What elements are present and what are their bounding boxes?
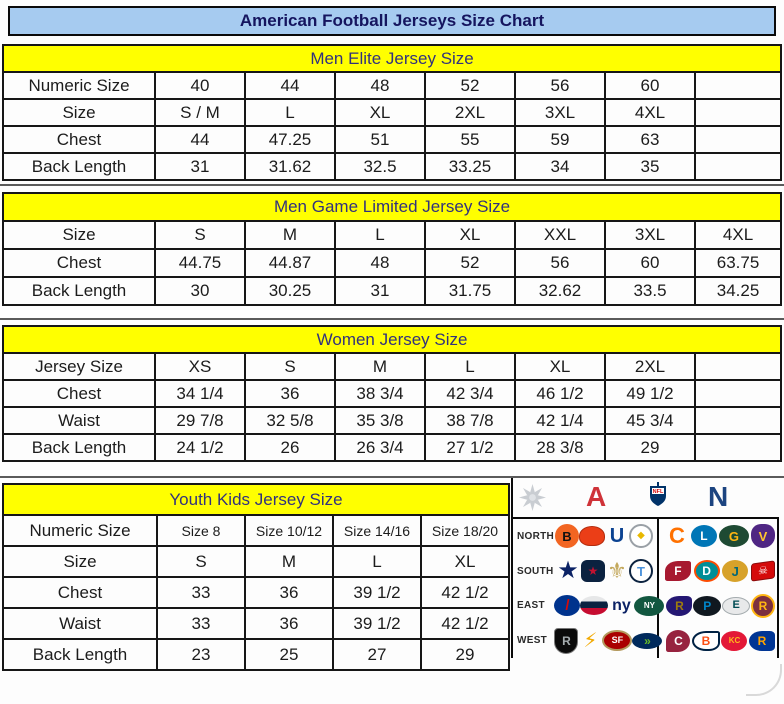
- table-cell: 39 1/2: [333, 608, 421, 639]
- table-cell: [695, 72, 781, 99]
- table-cell: 23: [157, 639, 245, 670]
- row-label: Chest: [3, 380, 155, 407]
- table-cell: 31.62: [245, 153, 335, 180]
- table-cell: [695, 434, 781, 461]
- table-cell: 34 1/4: [155, 380, 245, 407]
- table-cell: 29: [421, 639, 509, 670]
- table-cell: 42 1/2: [421, 577, 509, 608]
- team-logo-vikings: V: [751, 524, 775, 548]
- table-cell: [695, 380, 781, 407]
- team-logo-49ers: SF: [602, 630, 632, 651]
- afc-team-logos: [555, 558, 657, 584]
- table-cell: 49 1/2: [605, 380, 695, 407]
- afc-team-logos: [554, 628, 658, 654]
- table-cell: 33: [157, 608, 245, 639]
- svg-text:NFL: NFL: [652, 489, 664, 495]
- team-logo-broncos: B: [692, 631, 720, 651]
- table-cell: M: [245, 221, 335, 249]
- table-cell: 42 3/4: [425, 380, 515, 407]
- team-logo-chargers: ⚡: [583, 629, 598, 652]
- table-cell: [695, 407, 781, 434]
- table-youth-kids: [2, 483, 510, 671]
- row-label: Back Length: [3, 277, 155, 305]
- table-cell: [695, 153, 781, 180]
- team-logo-seahawks: »: [632, 633, 662, 649]
- table-cell: XL: [421, 546, 509, 577]
- team-logo-ravens: R: [666, 596, 692, 616]
- table-header-men-elite: Men Elite Jersey Size: [3, 45, 781, 72]
- table-cell: S: [157, 546, 245, 577]
- row-label: Size: [3, 99, 155, 126]
- table-cell: 28 3/8: [515, 434, 605, 461]
- table-cell: 4XL: [605, 99, 695, 126]
- table-cell: 52: [425, 72, 515, 99]
- table-header-youth-kids: Youth Kids Jersey Size: [3, 484, 509, 515]
- division-rows: [513, 519, 777, 658]
- table-cell: 27 1/2: [425, 434, 515, 461]
- table-cell: L: [245, 99, 335, 126]
- table-cell: 2XL: [605, 353, 695, 380]
- row-label: Waist: [3, 407, 155, 434]
- table-cell: 31.75: [425, 277, 515, 305]
- table-cell: 33.25: [425, 153, 515, 180]
- page-title: American Football Jerseys Size Chart: [8, 6, 776, 36]
- table-cell: [695, 353, 781, 380]
- table-cell: [695, 99, 781, 126]
- nfc-logo-icon: N: [708, 481, 729, 512]
- table-cell: 39 1/2: [333, 577, 421, 608]
- table-cell: XL: [335, 99, 425, 126]
- afc-team-logos: [555, 524, 657, 548]
- team-logo-buccaneers: ☠: [751, 560, 775, 581]
- table-cell: 44.75: [155, 249, 245, 277]
- team-logo-patriots: [580, 596, 608, 615]
- nfl-teams-panel: [511, 478, 781, 658]
- row-label: Waist: [3, 608, 157, 639]
- table-cell: M: [245, 546, 333, 577]
- table-cell: 42 1/2: [421, 608, 509, 639]
- photo-corner: [746, 664, 782, 696]
- table-cell: S: [155, 221, 245, 249]
- row-label: Chest: [3, 577, 157, 608]
- team-logo-bills: /: [554, 595, 580, 616]
- table-cell: L: [335, 221, 425, 249]
- table-cell: 27: [333, 639, 421, 670]
- table-cell: 25: [245, 639, 333, 670]
- division-row-west: [513, 623, 777, 658]
- table-men-elite: [2, 44, 782, 181]
- table-cell: 46 1/2: [515, 380, 605, 407]
- starburst-icon: [519, 484, 546, 516]
- team-logo-chiefs: KC: [721, 631, 747, 651]
- table-cell: 3XL: [515, 99, 605, 126]
- team-logo-packers: G: [719, 525, 749, 547]
- table-cell: 35 3/8: [335, 407, 425, 434]
- table-cell: L: [333, 546, 421, 577]
- table-men-game-limited: [2, 192, 782, 306]
- table-cell: L: [425, 353, 515, 380]
- conference-header: [511, 478, 779, 519]
- table-cell: 36: [245, 608, 333, 639]
- team-logo-eagles: E: [722, 597, 750, 615]
- table-cell: 56: [515, 72, 605, 99]
- table-cell: 26: [245, 434, 335, 461]
- nfc-team-logos: [664, 594, 777, 618]
- row-label: Back Length: [3, 434, 155, 461]
- team-logo-colts: U: [609, 525, 625, 548]
- division-label: SOUTH: [517, 565, 554, 577]
- table-cell: 36: [245, 577, 333, 608]
- row-label: Back Length: [3, 639, 157, 670]
- team-logo-steelers: ◆: [629, 524, 653, 548]
- team-logo-jaguars: J: [722, 560, 748, 582]
- team-logo-dolphins: D: [694, 560, 720, 582]
- table-cell: 44.87: [245, 249, 335, 277]
- table-cell: XS: [155, 353, 245, 380]
- divider-line: [0, 318, 784, 320]
- table-cell: S: [245, 353, 335, 380]
- nfc-team-logos: [664, 630, 777, 652]
- table-cell: 3XL: [605, 221, 695, 249]
- table-cell: 30: [155, 277, 245, 305]
- afc-team-logos: [554, 594, 658, 618]
- table-cell: Size 18/20: [421, 515, 509, 546]
- table-cell: M: [335, 353, 425, 380]
- table-cell: 35: [605, 153, 695, 180]
- table-cell: 4XL: [695, 221, 781, 249]
- table-cell: [695, 126, 781, 153]
- table-cell: Size 14/16: [333, 515, 421, 546]
- row-label: Chest: [3, 126, 155, 153]
- table-cell: 48: [335, 72, 425, 99]
- team-logo-cardinals: C: [666, 630, 690, 652]
- row-label: Size: [3, 221, 155, 249]
- division-row-east: [513, 589, 777, 624]
- nfc-team-logos: [663, 560, 777, 582]
- table-cell: 55: [425, 126, 515, 153]
- table-cell: 32.62: [515, 277, 605, 305]
- divider-line: [0, 184, 784, 186]
- table-women: [2, 325, 782, 462]
- row-label: Jersey Size: [3, 353, 155, 380]
- division-label: EAST: [517, 600, 545, 612]
- table-cell: 30.25: [245, 277, 335, 305]
- table-cell: Size 8: [157, 515, 245, 546]
- table-header-men-game-limited: Men Game Limited Jersey Size: [3, 193, 781, 221]
- table-cell: 60: [605, 249, 695, 277]
- team-logo-giants: ny: [612, 596, 631, 614]
- table-cell: 29 7/8: [155, 407, 245, 434]
- table-cell: 48: [335, 249, 425, 277]
- team-logo-bears: C: [669, 523, 685, 549]
- table-cell: S / M: [155, 99, 245, 126]
- row-label: Back Length: [3, 153, 155, 180]
- table-cell: 34: [515, 153, 605, 180]
- team-logo-redskins: R: [751, 594, 775, 618]
- panel-right-border: [777, 517, 779, 658]
- row-label: Chest: [3, 249, 155, 277]
- table-cell: 29: [605, 434, 695, 461]
- table-cell: XXL: [515, 221, 605, 249]
- table-cell: 32 5/8: [245, 407, 335, 434]
- table-cell: 44: [245, 72, 335, 99]
- team-logo-jets: NY: [634, 596, 664, 616]
- team-logo-titans: T: [629, 559, 653, 583]
- row-label: Numeric Size: [3, 72, 155, 99]
- table-cell: 33: [157, 577, 245, 608]
- row-label: Size: [3, 546, 157, 577]
- table-cell: 63.75: [695, 249, 781, 277]
- team-logo-raiders: R: [554, 628, 578, 654]
- table-cell: 40: [155, 72, 245, 99]
- table-cell: 44: [155, 126, 245, 153]
- table-cell: 45 3/4: [605, 407, 695, 434]
- table-cell: 34.25: [695, 277, 781, 305]
- table-header-women: Women Jersey Size: [3, 326, 781, 353]
- table-cell: XL: [425, 221, 515, 249]
- table-cell: 24 1/2: [155, 434, 245, 461]
- table-cell: 56: [515, 249, 605, 277]
- table-cell: 47.25: [245, 126, 335, 153]
- table-cell: 42 1/4: [515, 407, 605, 434]
- table-cell: 51: [335, 126, 425, 153]
- table-cell: XL: [515, 353, 605, 380]
- table-cell: 38 7/8: [425, 407, 515, 434]
- row-label: Numeric Size: [3, 515, 157, 546]
- team-logo-rams: R: [749, 631, 775, 651]
- table-cell: 26 3/4: [335, 434, 425, 461]
- team-logo-lions: L: [691, 525, 717, 547]
- team-logo-cowboys: ★: [557, 557, 579, 585]
- team-logo-texans: ★: [581, 560, 605, 582]
- table-cell: 52: [425, 249, 515, 277]
- table-cell: 59: [515, 126, 605, 153]
- afc-logo-icon: A: [586, 481, 607, 512]
- team-logo-falcons: F: [665, 561, 691, 581]
- table-cell: 36: [245, 380, 335, 407]
- team-logo-bengals: B: [555, 524, 579, 548]
- nfl-shield-icon: [649, 482, 667, 511]
- table-cell: 63: [605, 126, 695, 153]
- division-label: NORTH: [517, 530, 555, 542]
- table-cell: 31: [155, 153, 245, 180]
- table-cell: 38 3/4: [335, 380, 425, 407]
- division-label: WEST: [517, 635, 548, 647]
- nfc-team-logos: [663, 524, 777, 548]
- table-cell: Size 10/12: [245, 515, 333, 546]
- division-row-north: [513, 519, 777, 554]
- division-row-south: [513, 554, 777, 589]
- team-logo-saints: ⚜: [607, 558, 627, 584]
- table-cell: 32.5: [335, 153, 425, 180]
- table-cell: 33.5: [605, 277, 695, 305]
- table-cell: 2XL: [425, 99, 515, 126]
- table-cell: 31: [335, 277, 425, 305]
- team-logo-panthers: P: [693, 596, 721, 616]
- table-cell: 60: [605, 72, 695, 99]
- team-logo-browns: [579, 526, 605, 546]
